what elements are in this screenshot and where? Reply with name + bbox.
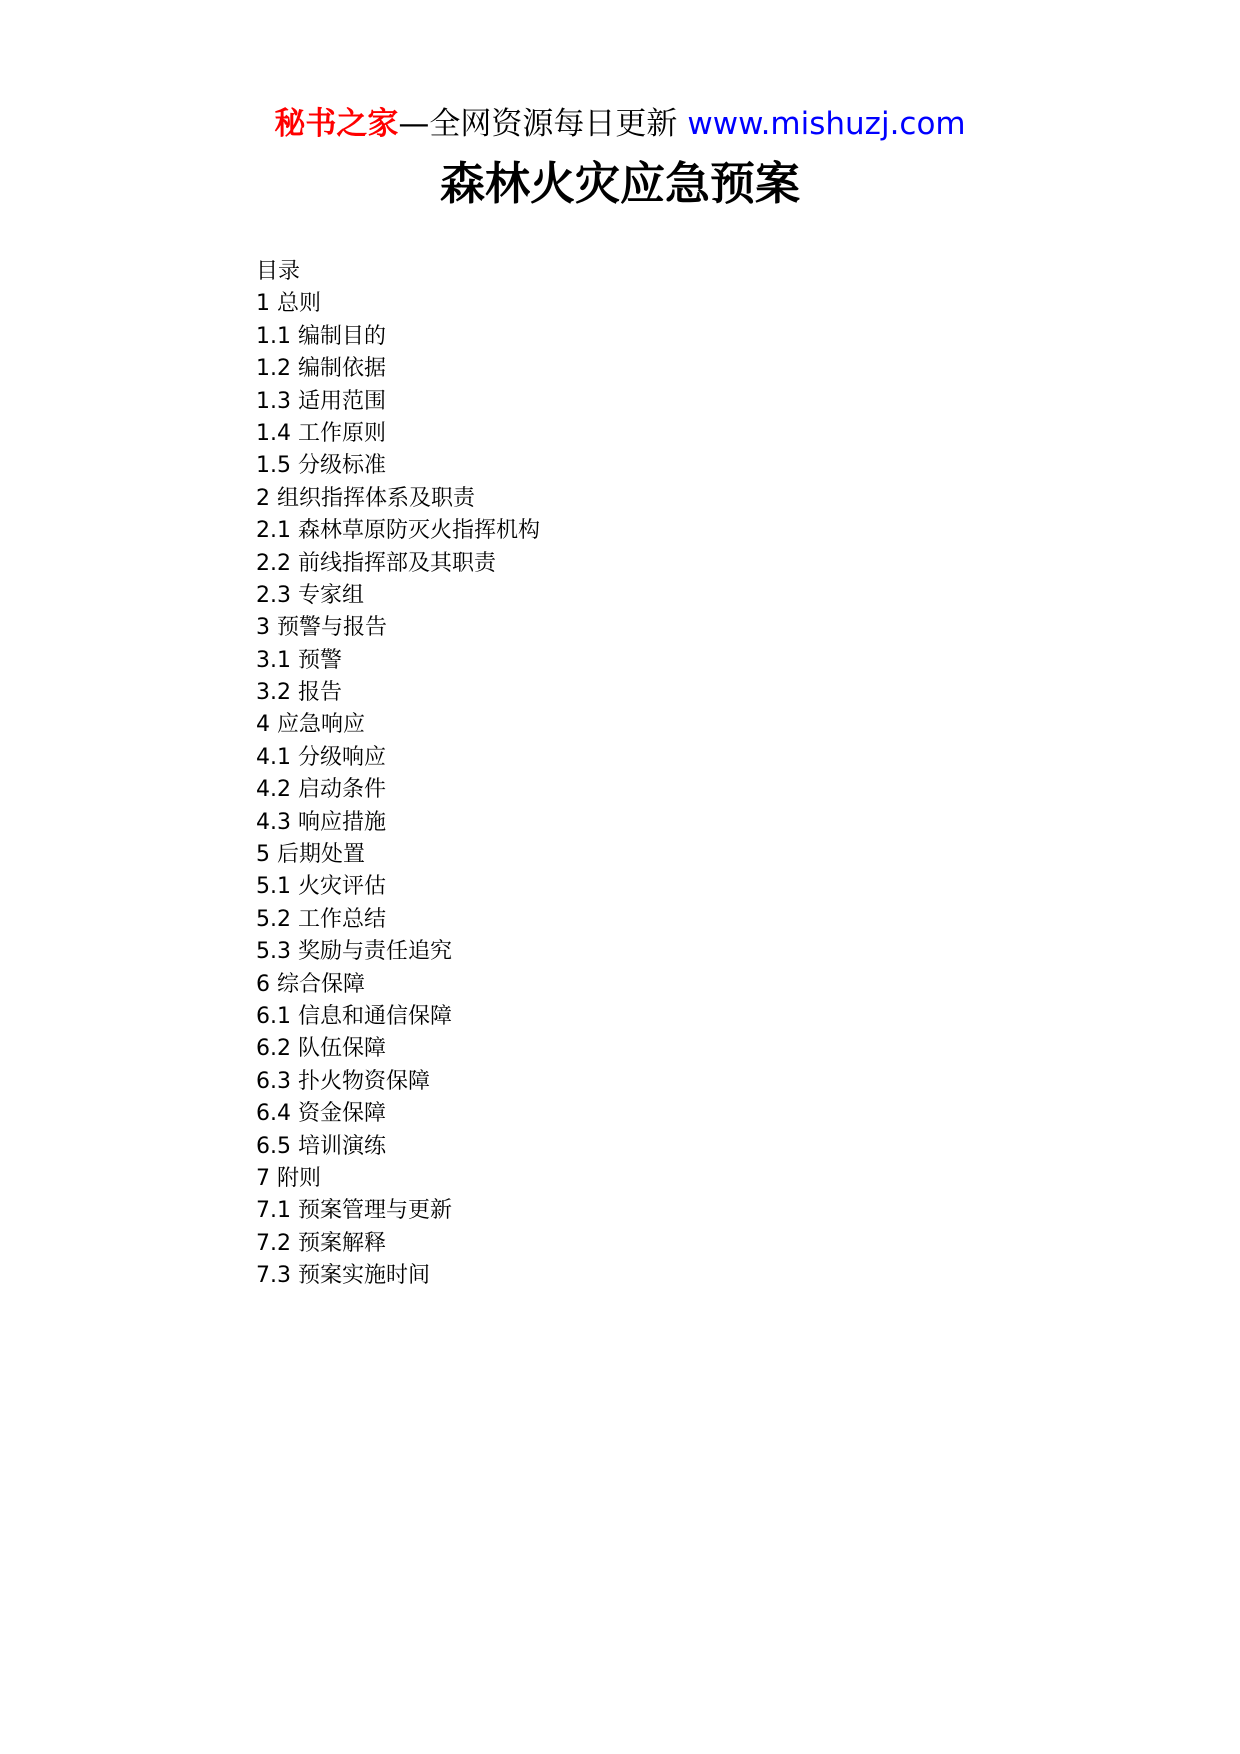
- toc-item: 6.2 队伍保障: [256, 1036, 386, 1062]
- document-title: 森林火灾应急预案: [439, 157, 800, 210]
- toc-item: 1.1 编制目的: [256, 323, 386, 349]
- toc-item: 1.5 分级标准: [256, 453, 386, 479]
- toc-heading: 目录: [256, 259, 301, 284]
- toc-item: 6.4 资金保障: [256, 1101, 386, 1127]
- toc-item: 2.1 森林草原防灭火指挥机构: [256, 518, 540, 544]
- toc-item: 4 应急响应: [256, 712, 365, 738]
- toc-item: 4.3 响应措施: [256, 809, 386, 835]
- toc-item: 7 附则: [256, 1165, 321, 1191]
- toc-item: 5 后期处置: [256, 842, 365, 868]
- toc-item: 2.2 前线指挥部及其职责: [256, 550, 496, 576]
- toc-item: 3.1 预警: [256, 647, 342, 673]
- toc-item: 4.2 启动条件: [256, 777, 386, 803]
- toc-item: 3.2 报告: [256, 680, 342, 706]
- toc-item: 5.2 工作总结: [256, 906, 386, 932]
- brand-name: 秘书之家: [274, 106, 399, 142]
- toc-item: 6 综合保障: [256, 971, 365, 997]
- toc-item: 7.3 预案实施时间: [256, 1263, 430, 1289]
- table-of-contents: [256, 256, 1056, 1293]
- toc-item: 7.1 预案管理与更新: [256, 1198, 452, 1224]
- toc-item: 3 预警与报告: [256, 615, 387, 641]
- toc-item: 5.3 奖励与责任追究: [256, 939, 452, 965]
- toc-item: 1.4 工作原则: [256, 420, 386, 446]
- toc-item: 2 组织指挥体系及职责: [256, 485, 475, 511]
- toc-item: 6.3 扑火物资保障: [256, 1068, 430, 1094]
- site-url-link[interactable]: www.mishuzj.com: [687, 106, 966, 142]
- toc-item: 1.3 适用范围: [256, 388, 386, 414]
- site-header: [0, 104, 1240, 144]
- toc-item: 1 总则: [256, 291, 321, 317]
- site-tagline: —全网资源每日更新: [398, 106, 678, 142]
- toc-item: 6.1 信息和通信保障: [256, 1003, 452, 1029]
- toc-item: 2.3 专家组: [256, 582, 364, 608]
- toc-item: 4.1 分级响应: [256, 744, 386, 770]
- toc-item: 5.1 火灾评估: [256, 874, 386, 900]
- toc-item: 1.2 编制依据: [256, 356, 386, 382]
- toc-item: 6.5 培训演练: [256, 1133, 386, 1159]
- toc-item: 7.2 预案解释: [256, 1230, 386, 1256]
